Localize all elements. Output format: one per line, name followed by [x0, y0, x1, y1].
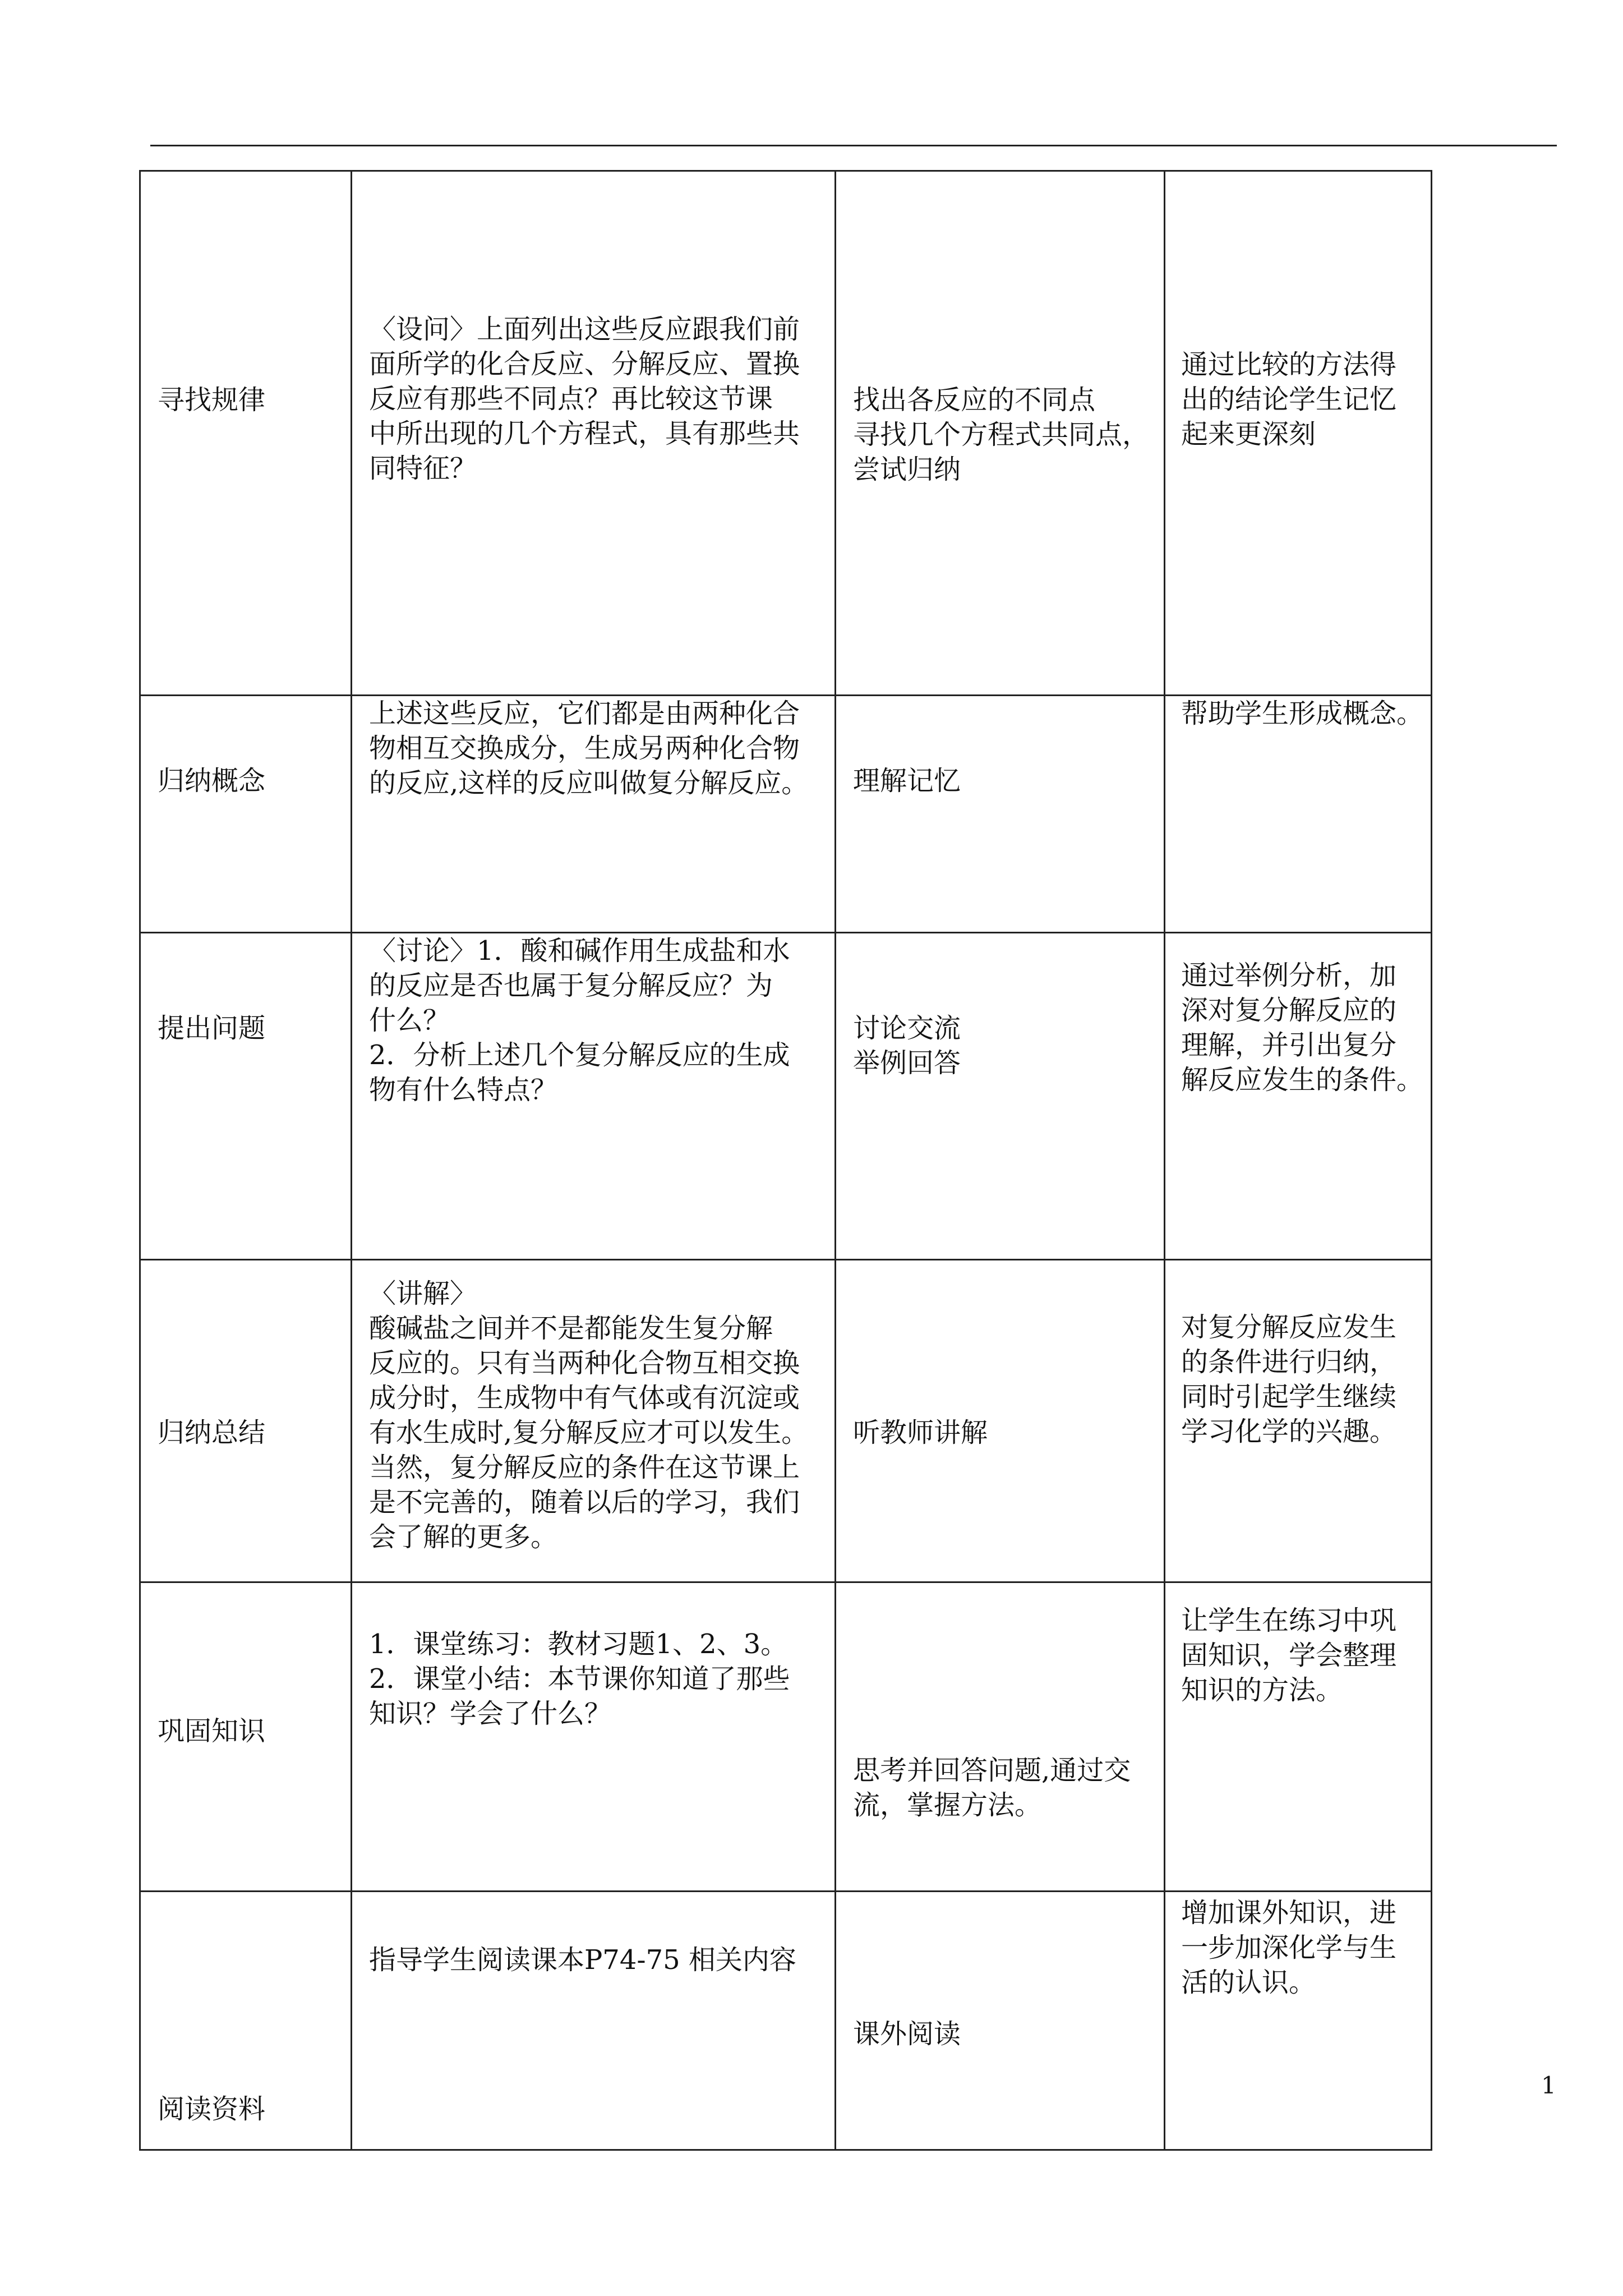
- student-activity: 找出各反应的不同点 寻找几个方程式共同点， 尝试归纳: [853, 384, 1150, 485]
- teacher-activity: 1．课堂练习：教材习题1、2、3。 2．课堂小结：本节课你知道了那些 知识？学会了什么？: [369, 1628, 790, 1729]
- teacher-activity: 〈讨论〉1．酸和碱作用生成盐和水 的反应是否也属于复分解反应？为 什么？ 2．分析上述几个复分解反应的生成 物有什么特点？: [369, 935, 790, 1106]
- table-row: [140, 696, 1432, 933]
- stage-label: 巩固知识: [158, 1715, 266, 1747]
- teacher-activity: 〈设问〉上面列出这些反应跟我们前 面所学的化合反应、分解反应、置换 反应有那些不同点？再比较这节课 中所出现的几个方程式，具有那些共 同特征？: [369, 314, 800, 484]
- design-intent: 让学生在练习中巩 固知识，学会整理 知识的方法。: [1181, 1605, 1397, 1706]
- teacher-activity: 〈讲解〉 酸碱盐之间并不是都能发生复分解 反应的。只有当两种化合物互相交换 成分时，生成物中有气体或有沉淀或 有水生成时,复分解反应才可以发生。 当然，复分解反应的条件在这节课上 是不完善的，随着以后的学习，我们 会了解的更多。: [369, 1278, 809, 1553]
- table-row: [140, 1260, 1432, 1582]
- stage-label: 阅读资料: [158, 2093, 266, 2125]
- teacher-activity: 上述这些反应，它们都是由两种化合 物相互交换成分，生成另两种化合物 的反应,这样的反应叫做复分解反应。: [369, 698, 809, 799]
- student-activity: 思考并回答问题,通过交 流，掌握方法。: [853, 1755, 1131, 1821]
- design-intent: 增加课外知识，进 一步加深化学与生 活的认识。: [1181, 1897, 1397, 1998]
- page-number: 1: [1541, 2072, 1556, 2099]
- design-intent: 帮助学生形成概念。: [1181, 698, 1424, 729]
- student-activity: 课外阅读: [853, 2018, 961, 2050]
- student-activity: 听教师讲解: [853, 1417, 988, 1448]
- teacher-activity: 指导学生阅读课本P74-75 相关内容: [369, 1944, 796, 1976]
- stage-label: 寻找规律: [158, 384, 266, 416]
- stage-label: 归纳概念: [158, 765, 266, 797]
- lesson-plan-table: [139, 170, 1432, 2151]
- design-intent: 对复分解反应发生 的条件进行归纳， 同时引起学生继续 学习化学的兴趣。: [1181, 1312, 1397, 1447]
- student-activity: 讨论交流 举例回答: [853, 1013, 961, 1079]
- design-intent: 通过比较的方法得 出的结论学生记忆 起来更深刻: [1181, 349, 1397, 450]
- table-row: [140, 171, 1432, 696]
- stage-label: 提出问题: [158, 1013, 266, 1044]
- header-rule: [150, 145, 1557, 146]
- student-activity: 理解记忆: [853, 765, 961, 797]
- table-row: [140, 1892, 1432, 2150]
- table-row: [140, 933, 1432, 1260]
- design-intent: 通过举例分析，加 深对复分解反应的 理解，并引出复分 解反应发生的条件。: [1181, 960, 1424, 1096]
- stage-label: 归纳总结: [158, 1417, 266, 1448]
- table-row: [140, 1582, 1432, 1892]
